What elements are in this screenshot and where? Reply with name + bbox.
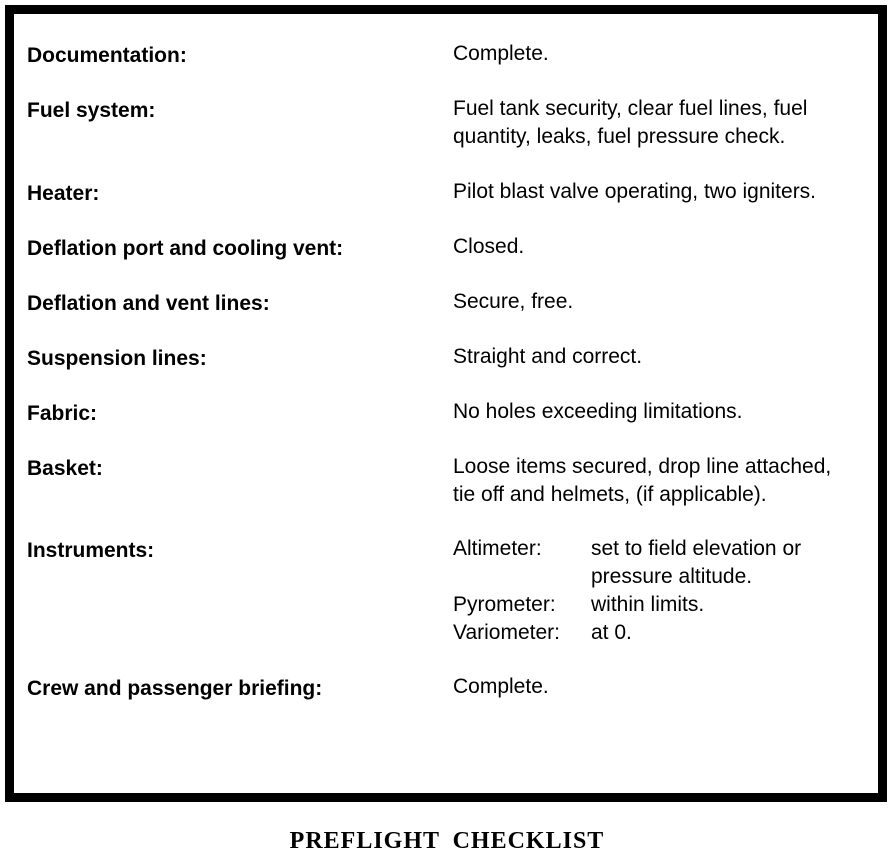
item-label: Deflation and vent lines:	[27, 292, 270, 315]
item-value	[453, 673, 873, 701]
item-value-line: Fuel tank security, clear fuel lines, fuel	[453, 97, 808, 120]
checklist-box	[5, 5, 887, 802]
item-label: Deflation port and cooling vent:	[27, 237, 344, 260]
item-label: Crew and passenger briefing:	[27, 677, 323, 700]
item-label: Fuel system:	[27, 99, 156, 122]
instrument-value-line: at 0.	[591, 621, 632, 644]
instrument-name: Altimeter:	[453, 537, 542, 560]
item-value	[453, 398, 873, 426]
item-label: Fabric:	[27, 402, 98, 425]
instrument-row-altimeter	[453, 535, 873, 591]
item-label: Basket:	[27, 457, 103, 480]
item-value	[453, 233, 873, 261]
item-value-line: No holes exceeding limitations.	[453, 400, 743, 423]
instrument-name: Variometer:	[453, 621, 560, 644]
item-value-line: tie off and helmets, (if applicable).	[453, 483, 767, 506]
item-value	[453, 343, 873, 371]
item-label: Suspension lines:	[27, 347, 207, 370]
instrument-value-line: pressure altitude.	[591, 565, 753, 588]
instrument-row-variometer	[453, 619, 873, 647]
item-value	[453, 453, 873, 509]
instrument-value-line: set to field elevation or	[591, 537, 802, 560]
instrument-value	[591, 591, 873, 619]
instrument-row-pyrometer	[453, 591, 873, 619]
item-value-line: Complete.	[453, 675, 549, 698]
item-value	[453, 288, 873, 316]
item-value	[453, 178, 873, 206]
figure-caption: PREFLIGHT CHECKLIST	[289, 828, 605, 854]
instrument-list	[453, 535, 873, 647]
item-value-line: Closed.	[453, 235, 525, 258]
instrument-value-line: within limits.	[591, 593, 705, 616]
item-value-line: Pilot blast valve operating, two igniters.	[453, 180, 817, 203]
item-value-line: Straight and correct.	[453, 345, 643, 368]
item-value-line: Secure, free.	[453, 290, 574, 313]
item-label: Documentation:	[27, 44, 187, 67]
item-label: Heater:	[27, 182, 100, 205]
item-value-line: quantity, leaks, fuel pressure check.	[453, 125, 786, 148]
instrument-value	[591, 619, 873, 647]
instrument-name: Pyrometer:	[453, 593, 556, 616]
instrument-value	[591, 535, 873, 591]
item-value	[453, 95, 873, 151]
item-label: Instruments:	[27, 539, 155, 562]
item-value	[453, 40, 873, 68]
item-value-line: Loose items secured, drop line attached,	[453, 455, 832, 478]
item-value-line: Complete.	[453, 42, 549, 65]
